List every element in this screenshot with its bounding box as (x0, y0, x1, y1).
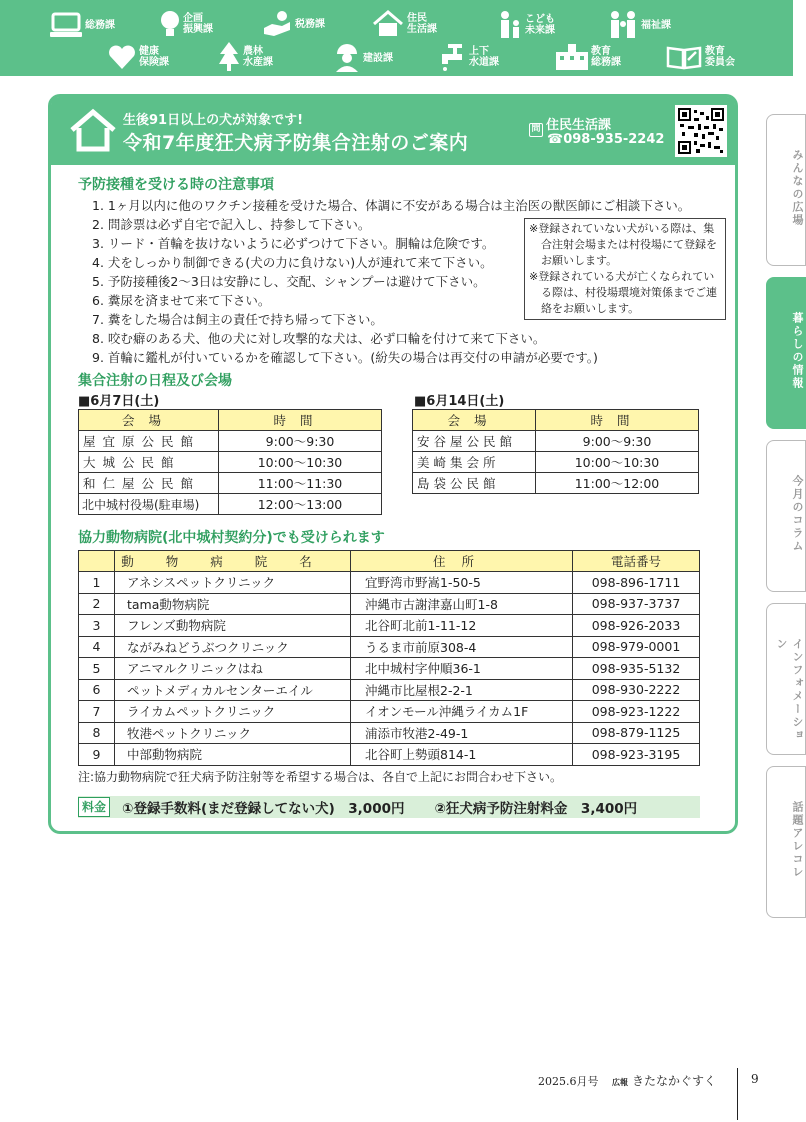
lightbulb-icon (160, 10, 180, 38)
table-row (413, 452, 699, 473)
cell-no: 3 (79, 615, 115, 637)
time-cell: 9:00〜9:30 (536, 431, 699, 452)
cell-no: 1 (79, 572, 115, 594)
page-number: 9 (751, 1072, 759, 1086)
list-item: 9. 首輪に鑑札が付いているかを確認して下さい。(紛失の場合は再交付の申請が必要です。) (92, 350, 598, 365)
cell-phone[interactable]: 098-979-0001 (573, 636, 700, 658)
time-cell: 10:00〜10:30 (219, 452, 382, 473)
department-nav (0, 0, 793, 76)
cell-phone[interactable]: 098-926-2033 (573, 615, 700, 637)
nav-item-kensetsu[interactable]: 建設課 (334, 44, 393, 72)
page-title: 令和7年度狂犬病予防集合注射のご案内 (123, 132, 469, 154)
family-icon (608, 10, 638, 40)
cell-address: 浦添市牧港2-49-1 (351, 722, 573, 744)
fee-tag: 料金 (78, 797, 110, 817)
cell-address: 沖縄市古謝津嘉山町1-8 (351, 593, 573, 615)
venue-cell: 大城公民館 (79, 452, 219, 473)
col-time: 時間 (536, 410, 699, 431)
cell-no: 9 (79, 744, 115, 766)
nav-item-somu[interactable]: 総務課 (50, 12, 115, 38)
cell-address: 沖縄市比屋根2-2-1 (351, 679, 573, 701)
cell-name: フレンズ動物病院 (115, 615, 351, 637)
table-row (79, 679, 700, 701)
book-icon (666, 44, 702, 70)
contact-dept-name: 住民生活課 (546, 118, 612, 133)
cell-address: イオンモール沖縄ライカム1F (351, 701, 573, 723)
cell-phone[interactable]: 098-930-2222 (573, 679, 700, 701)
cell-phone[interactable]: 098-923-3195 (573, 744, 700, 766)
table-row (79, 744, 700, 766)
venue-cell: 島袋公民館 (413, 473, 536, 494)
time-cell: 11:00〜11:30 (219, 473, 382, 494)
cell-no: 7 (79, 701, 115, 723)
issue-date: 2025.6月号 (538, 1075, 599, 1088)
col-venue: 会場 (79, 410, 219, 431)
magazine-name (612, 1072, 716, 1089)
table-row (79, 593, 700, 615)
nav-item-kikaku[interactable]: 企画 振興課 (160, 10, 213, 38)
list-item: 1. 1ヶ月以内に他のワクチン接種を受けた場合、体調に不安がある場合は主治医の獣医師にご相談下さい。 (92, 198, 691, 213)
contact-phone[interactable]: ☎098-935-2242 (547, 132, 665, 147)
cell-phone[interactable]: 098-896-1711 (573, 572, 700, 594)
list-item: 3. リード・首輪を抜けないように必ずつけて下さい。胴輪は危険です。 (92, 236, 495, 251)
table-row (79, 722, 700, 744)
side-tab-minna[interactable]: みんなの広場 (766, 114, 806, 266)
cell-phone[interactable]: 098-937-3737 (573, 593, 700, 615)
qr-code-icon (678, 108, 724, 154)
school-icon (556, 44, 588, 70)
cell-name: アネシスペットクリニック (115, 572, 351, 594)
cell-name: アニマルクリニックはね (115, 658, 351, 680)
hospitals-footnote: 注:協力動物病院で狂犬病予防注射等を希望する場合は、各自で上記にお問合わせ下さい。 (78, 770, 563, 784)
table-row (79, 494, 382, 515)
table-row (79, 701, 700, 723)
list-item: 2. 問診票は必ず自宅で記入し、持参して下さい。 (92, 217, 371, 232)
nav-item-norin[interactable]: 農林 水産課 (218, 42, 273, 72)
table-header (413, 410, 699, 431)
note-item: ※登録されている犬が亡くなられている際は、村役場環境対策係までご連絡をお願いします。 (529, 270, 717, 315)
precautions-title: 予防接種を受ける時の注意事項 (78, 177, 274, 193)
nav-item-zeimu[interactable]: 税務課 (262, 10, 325, 38)
col-phone: 電話番号 (573, 551, 700, 572)
side-tab-information[interactable]: インフォメーション (766, 603, 806, 755)
time-cell: 11:00〜12:00 (536, 473, 699, 494)
table-header (79, 410, 382, 431)
nav-item-kyoiku-iinkai[interactable]: 教育 委員会 (666, 44, 735, 70)
magazine-prefix: 広報 (612, 1078, 628, 1087)
fee-bar (78, 796, 700, 818)
cell-no: 5 (79, 658, 115, 680)
cell-phone[interactable]: 098-935-5132 (573, 658, 700, 680)
cell-address: 宜野湾市野嵩1-50-5 (351, 572, 573, 594)
col-no (79, 551, 115, 572)
side-tab-kurashi[interactable]: 暮らしの情報 (766, 277, 806, 429)
nav-item-jumin[interactable]: 住民 生活課 (372, 10, 437, 38)
nav-item-kyoiku-somu[interactable]: 教育 総務課 (556, 44, 621, 70)
footer-divider (737, 1068, 738, 1120)
cell-no: 8 (79, 722, 115, 744)
inquiry-mark: 問 (529, 123, 543, 137)
banner-subtitle: 生後91日以上の犬が対象です! (123, 113, 304, 128)
hospitals-table (78, 550, 700, 766)
side-tab-wadai[interactable]: 話題アレコレ (766, 766, 806, 918)
schedule-date-2: ■6月14日(土) (414, 394, 505, 409)
magazine-title: きたなかぐすく (632, 1074, 717, 1088)
col-time: 時間 (219, 410, 382, 431)
time-cell: 10:00〜10:30 (536, 452, 699, 473)
venue-cell: 美崎集会所 (413, 452, 536, 473)
cell-phone[interactable]: 098-923-1222 (573, 701, 700, 723)
list-item: 6. 糞尿を済ませて来て下さい。 (92, 293, 271, 308)
cell-name: 牧港ペットクリニック (115, 722, 351, 744)
venue-cell: 北中城村役場(駐車場) (79, 494, 219, 515)
table-row (413, 473, 699, 494)
fee-registration: ①登録手数料(まだ登録してない犬) 3,000円 (122, 801, 405, 817)
time-cell: 12:00〜13:00 (219, 494, 382, 515)
child-icon (498, 10, 522, 40)
list-item: 7. 糞をした場合は飼主の責任で持ち帰って下さい。 (92, 312, 383, 327)
col-hospital-name: 動物病院名 (115, 551, 351, 572)
table-row (79, 452, 382, 473)
cell-address: 北中城村字仲順36-1 (351, 658, 573, 680)
list-item: 4. 犬をしっかり制御できる(犬の力に負けない)人が連れて来て下さい。 (92, 255, 493, 270)
table-header (79, 551, 700, 572)
cell-name: 中部動物病院 (115, 744, 351, 766)
house-icon (372, 10, 404, 38)
col-venue: 会場 (413, 410, 536, 431)
heart-icon (108, 44, 136, 70)
table-row (79, 431, 382, 452)
cell-no: 2 (79, 593, 115, 615)
list-item: 5. 予防接種後2〜3日は安静にし、交配、シャンプーは避けて下さい。 (92, 274, 486, 289)
fee-vaccination: ②狂犬病予防注射料金 3,400円 (434, 801, 638, 817)
cell-phone[interactable]: 098-879-1125 (573, 722, 700, 744)
table-row (79, 658, 700, 680)
nav-item-joge[interactable]: 上下 水道課 (440, 42, 499, 72)
cell-no: 6 (79, 679, 115, 701)
side-tab-column[interactable]: 今月のコラム (766, 440, 806, 592)
note-item: ※登録されていない犬がいる際は、集合注射会場または村役場にて登録をお願いします。 (529, 222, 717, 267)
registration-note (524, 218, 726, 320)
venue-cell: 屋宜原公民館 (79, 431, 219, 452)
cell-address: うるま市前原308-4 (351, 636, 573, 658)
nav-item-kenko[interactable]: 健康 保険課 (108, 44, 169, 70)
qr-code[interactable] (675, 105, 727, 157)
coins-icon (262, 10, 292, 38)
table-row (79, 636, 700, 658)
table-row (79, 572, 700, 594)
cell-no: 4 (79, 636, 115, 658)
venue-cell: 和仁屋公民館 (79, 473, 219, 494)
cell-name: tama動物病院 (115, 593, 351, 615)
schedule-table-1 (78, 409, 382, 515)
cell-name: ながみねどうぶつクリニック (115, 636, 351, 658)
col-address: 住所 (351, 551, 573, 572)
notice-banner (51, 97, 735, 165)
venue-cell: 安谷屋公民館 (413, 431, 536, 452)
table-row (79, 615, 700, 637)
cell-address: 北谷町北前1-11-12 (351, 615, 573, 637)
faucet-icon (440, 42, 466, 72)
schedule-date-1: ■6月7日(土) (78, 394, 160, 409)
time-cell: 9:00〜9:30 (219, 431, 382, 452)
computer-icon (50, 12, 82, 38)
cell-name: ペットメディカルセンターエイル (115, 679, 351, 701)
house-icon (69, 109, 117, 151)
schedule-table-2 (412, 409, 699, 494)
cell-address: 北谷町上勢頭814-1 (351, 744, 573, 766)
nav-item-fukushi[interactable]: 福祉課 (608, 10, 671, 40)
table-row (413, 431, 699, 452)
schedule-title: 集合注射の日程及び会場 (78, 373, 232, 389)
worker-icon (334, 44, 360, 72)
cell-name: ライカムペットクリニック (115, 701, 351, 723)
hospitals-title: 協力動物病院(北中城村契約分)でも受けられます (78, 530, 385, 546)
table-row (79, 473, 382, 494)
nav-item-kodomo[interactable]: こども 未来課 (498, 10, 555, 40)
list-item: 8. 咬む癖のある犬、他の犬に対し攻撃的な犬は、必ず口輪を付けて来て下さい。 (92, 331, 546, 346)
tree-icon (218, 42, 240, 72)
